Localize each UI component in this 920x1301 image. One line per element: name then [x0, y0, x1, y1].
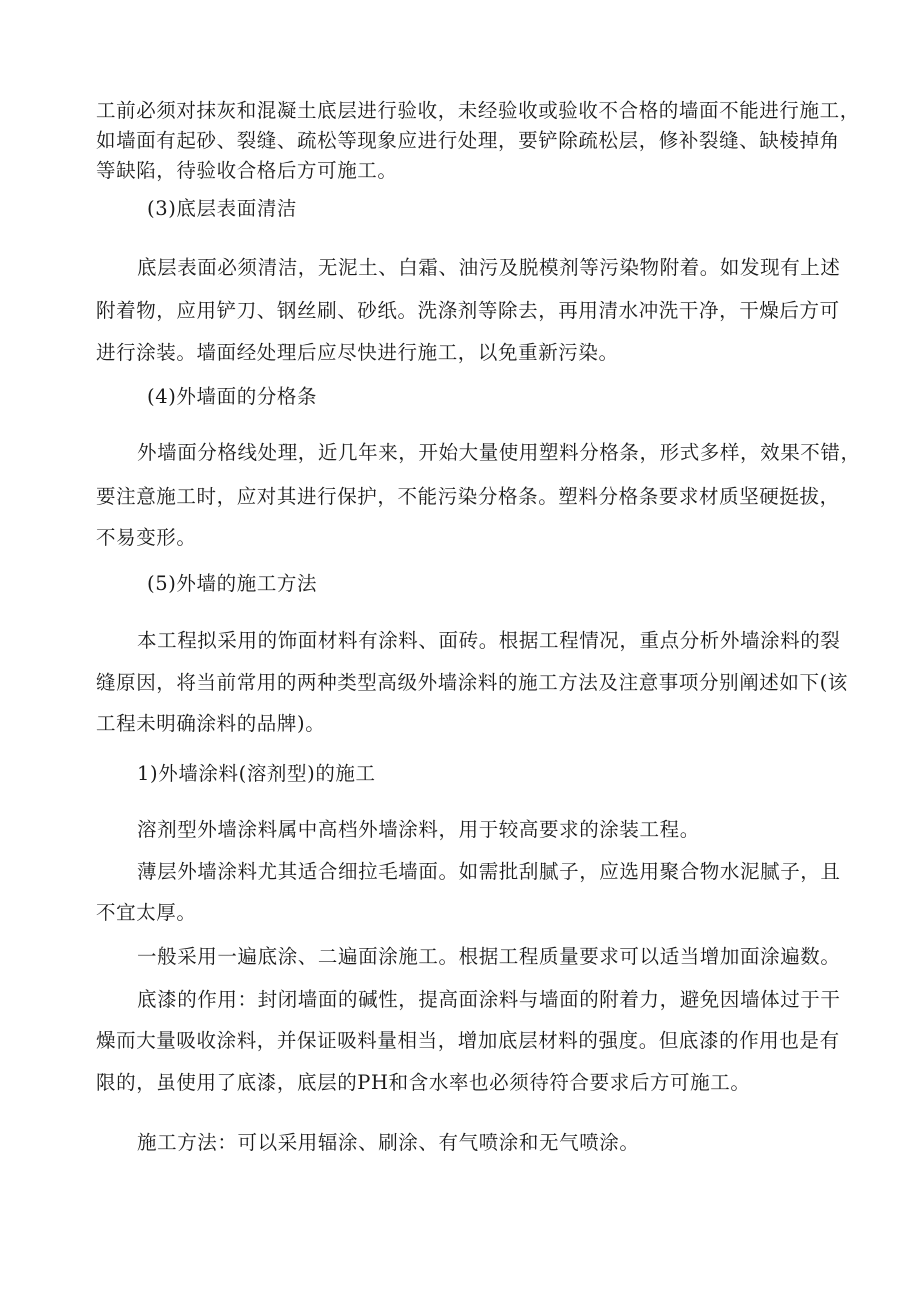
- section-heading: (5)外墙的施工方法: [147, 572, 318, 595]
- paragraph-line: 缝原因，将当前常用的两种类型高级外墙涂料的施工方法及注意事项分别阐述如下(该: [96, 671, 848, 694]
- paragraph-line: 不宜太厚。: [96, 901, 197, 924]
- paragraph-line: 要注意施工时，应对其进行保护，不能污染分格条。塑料分格条要求材质坚硬挺拔，: [96, 485, 840, 508]
- paragraph-line: 本工程拟采用的饰面材料有涂料、面砖。根据工程情况，重点分析外墙涂料的裂: [137, 629, 841, 652]
- paragraph-line: 进行涂装。墙面经处理后应尽快进行施工，以免重新污染。: [96, 341, 619, 364]
- section-heading: (3)底层表面清洁: [147, 197, 298, 220]
- paragraph-line: 附着物，应用铲刀、钢丝刷、砂纸。洗涤剂等除去，再用清水冲洗干净，干燥后方可: [96, 299, 840, 322]
- paragraph-line: 薄层外墙涂料尤其适合细拉毛墙面。如需批刮腻子，应选用聚合物水泥腻子，且: [137, 860, 841, 883]
- paragraph-line: 底漆的作用：封闭墙面的碱性，提高面涂料与墙面的附着力，避免因墙体过于干: [137, 988, 841, 1011]
- paragraph-line: 等缺陷，待验收合格后方可施工。: [96, 159, 398, 182]
- paragraph-line: 底层表面必须清洁，无泥土、白霜、油污及脱模剂等污染物附着。如发现有上述: [137, 256, 841, 279]
- paragraph-line: 一般采用一遍底涂、二遍面涂施工。根据工程质量要求可以适当增加面涂遍数。: [137, 945, 841, 968]
- paragraph-line: 外墙面分格线处理，近几年来，开始大量使用塑料分格条，形式多样，效果不错，: [137, 441, 861, 464]
- paragraph-line: 施工方法：可以采用辐涂、刷涂、有气喷涂和无气喷涂。: [137, 1131, 640, 1154]
- section-heading: (4)外墙面的分格条: [147, 385, 318, 408]
- paragraph-line: 不易变形。: [96, 526, 197, 549]
- paragraph-line: 工前必须对抹灰和混凝土底层进行验收，未经验收或验收不合格的墙面不能进行施工，: [96, 99, 860, 122]
- paragraph-line: 如墙面有起砂、裂缝、疏松等现象应进行处理，要铲除疏松层，修补裂缝、缺棱掉角: [96, 129, 840, 152]
- paragraph-line: 工程未明确涂料的品牌)。: [96, 712, 326, 735]
- paragraph-line: 溶剂型外墙涂料属中高档外墙涂料，用于较高要求的涂装工程。: [137, 818, 700, 841]
- paragraph-line: 限的，虽使用了底漆，底层的PH和含水率也必须待符合要求后方可施工。: [96, 1071, 751, 1094]
- paragraph-line: 燥而大量吸收涂料，并保证吸料量相当，增加底层材料的强度。但底漆的作用也是有: [96, 1029, 840, 1052]
- subsection-heading: 1)外墙涂料(溶剂型)的施工: [137, 762, 376, 785]
